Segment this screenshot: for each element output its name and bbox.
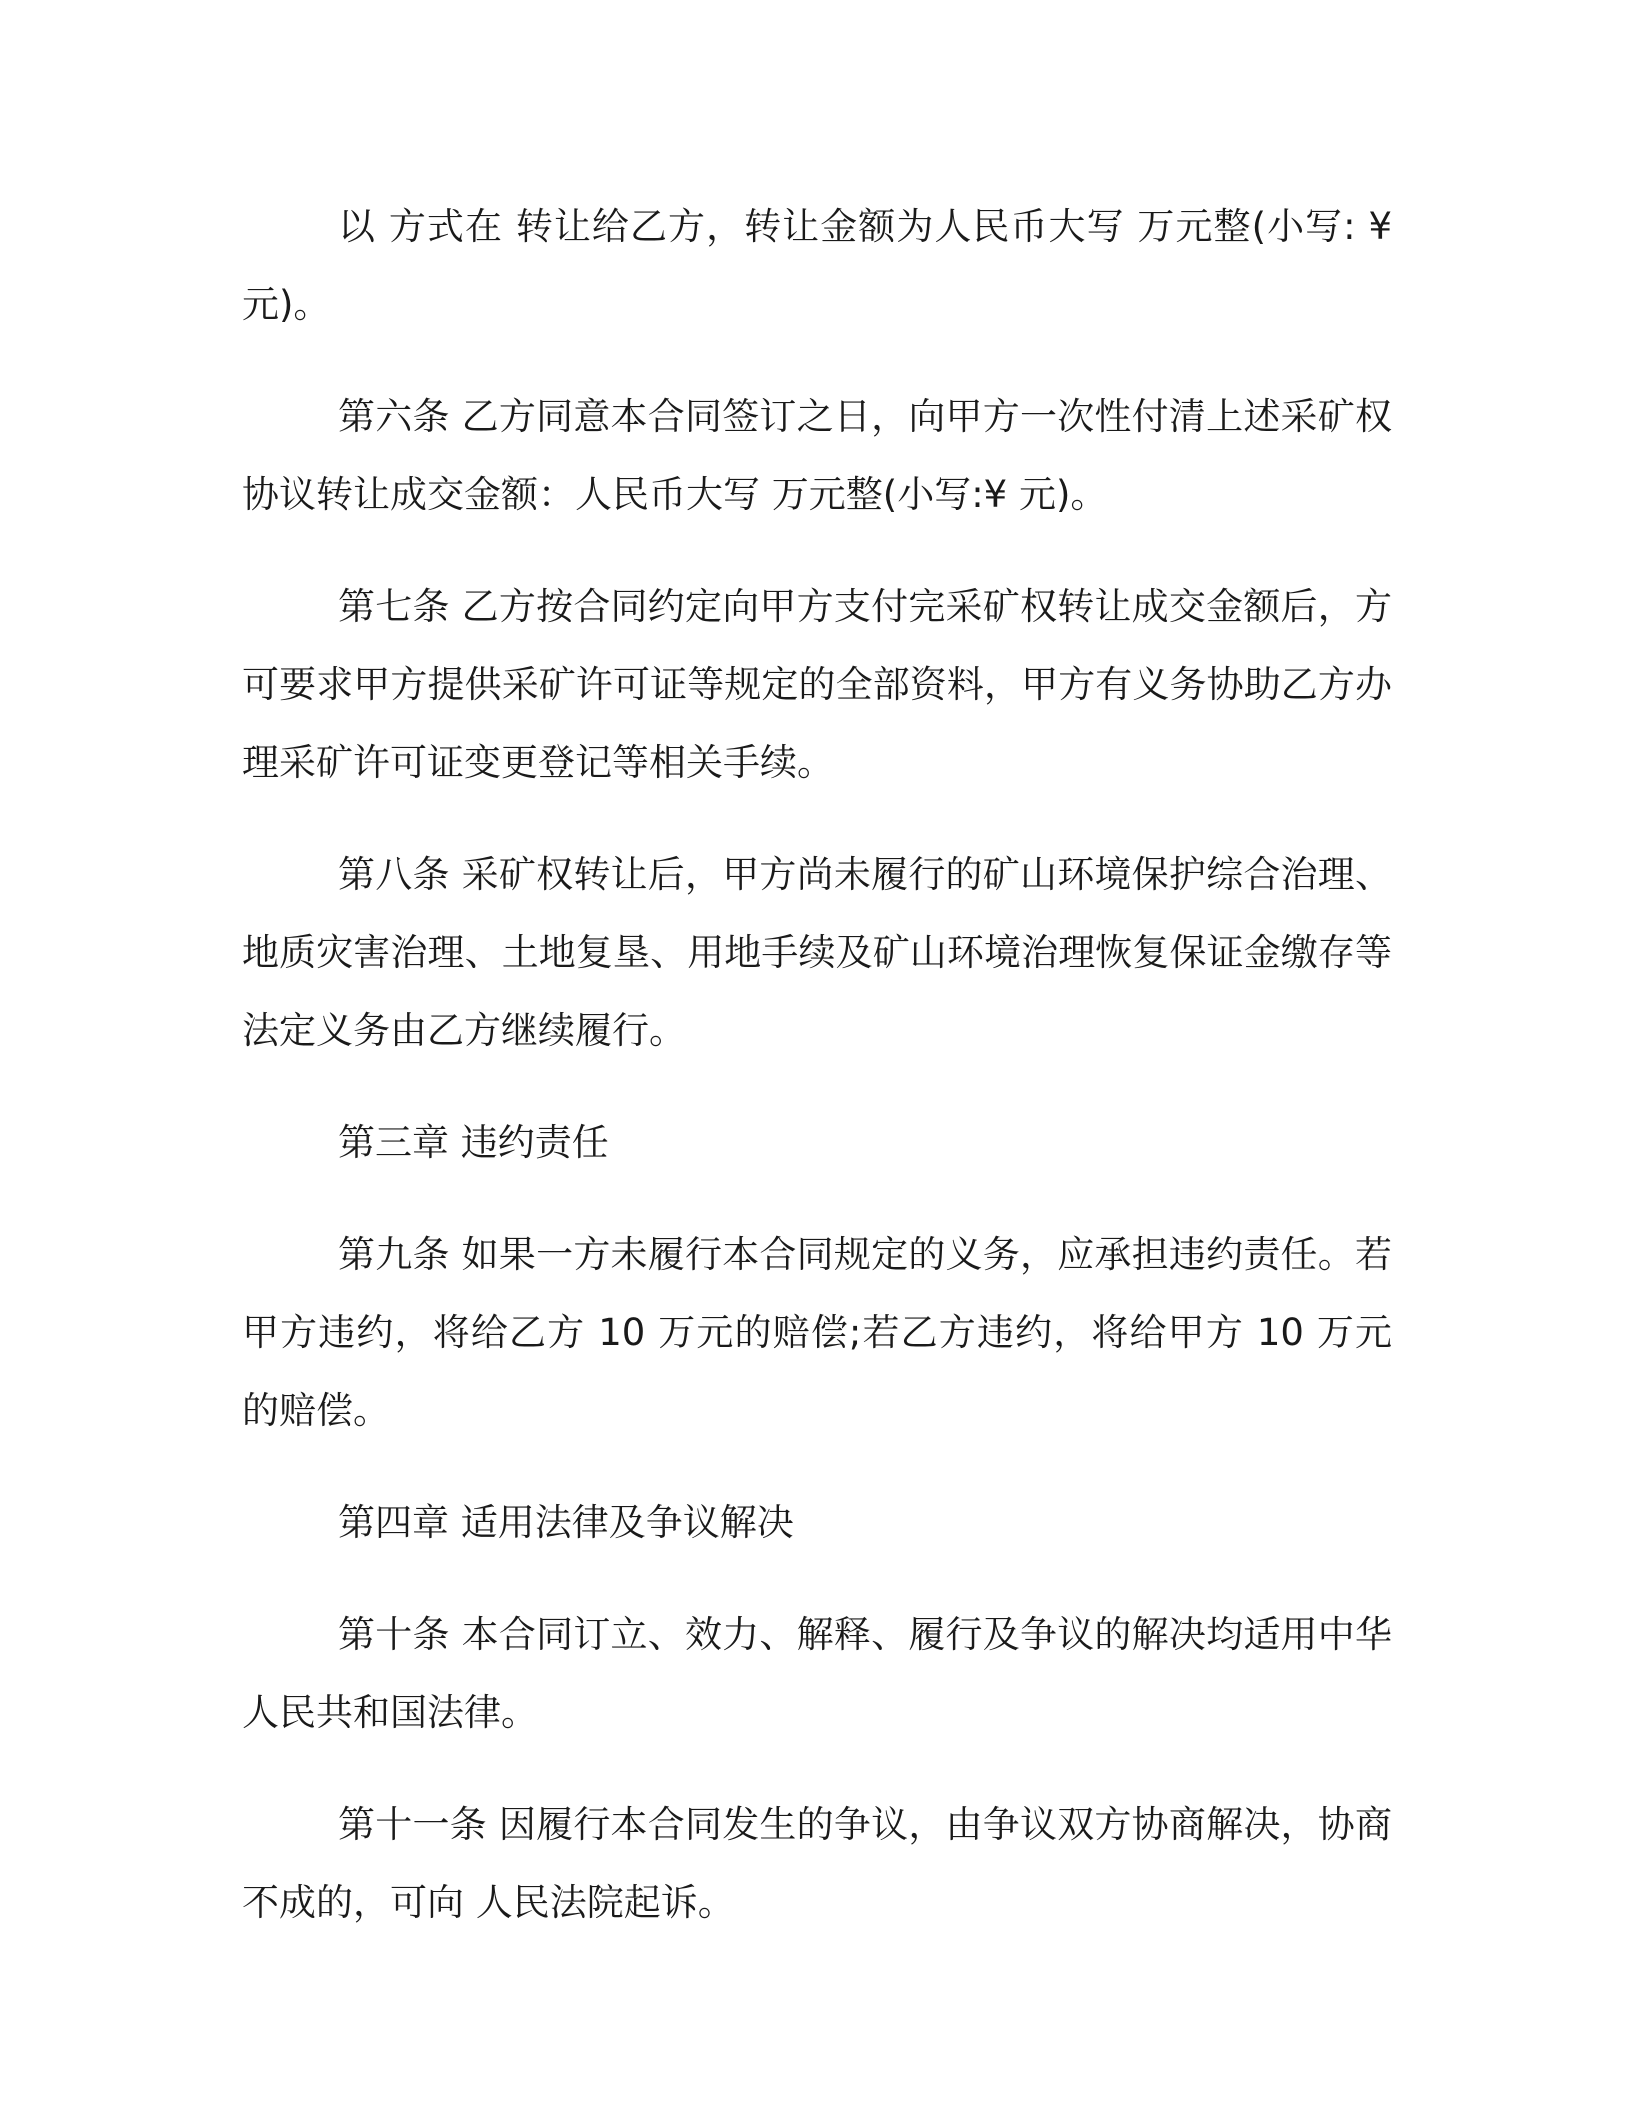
article-8-paragraph: 第八条 采矿权转让后，甲方尚未履行的矿山环境保护综合治理、地质灾害治理、土地复垦、用地手续及矿山环境治理恢复保证金缴存等法定义务由乙方继续履行。 [242, 853, 1392, 1052]
article-10-paragraph: 第十条 本合同订立、效力、解释、履行及争议的解决均适用中华人民共和国法律。 [242, 1613, 1392, 1734]
document-body [242, 188, 1392, 1976]
chapter-3-heading: 第三章 违约责任 [338, 1121, 609, 1164]
article-9-paragraph: 第九条 如果一方未履行本合同规定的义务，应承担违约责任。若甲方违约，将给乙方 10 万元的赔偿;若乙方违约，将给甲方 10 万元的赔偿。 [242, 1233, 1392, 1432]
article-7-paragraph: 第七条 乙方按合同约定向甲方支付完采矿权转让成交金额后，方可要求甲方提供采矿许可证等规定的全部资料，甲方有义务协助乙方办理采矿许可证变更登记等相关手续。 [242, 585, 1392, 784]
paragraph-transfer-amount: 以 方式在 转让给乙方，转让金额为人民币大写 万元整(小写: ¥ 元)。 [242, 205, 1392, 326]
article-6-paragraph: 第六条 乙方同意本合同签订之日，向甲方一次性付清上述采矿权协议转让成交金额：人民币大写 万元整(小写:¥ 元)。 [242, 395, 1392, 516]
chapter-4-heading: 第四章 适用法律及争议解决 [338, 1501, 794, 1544]
article-11-paragraph: 第十一条 因履行本合同发生的争议，由争议双方协商解决，协商不成的，可向 人民法院起诉。 [242, 1803, 1392, 1924]
